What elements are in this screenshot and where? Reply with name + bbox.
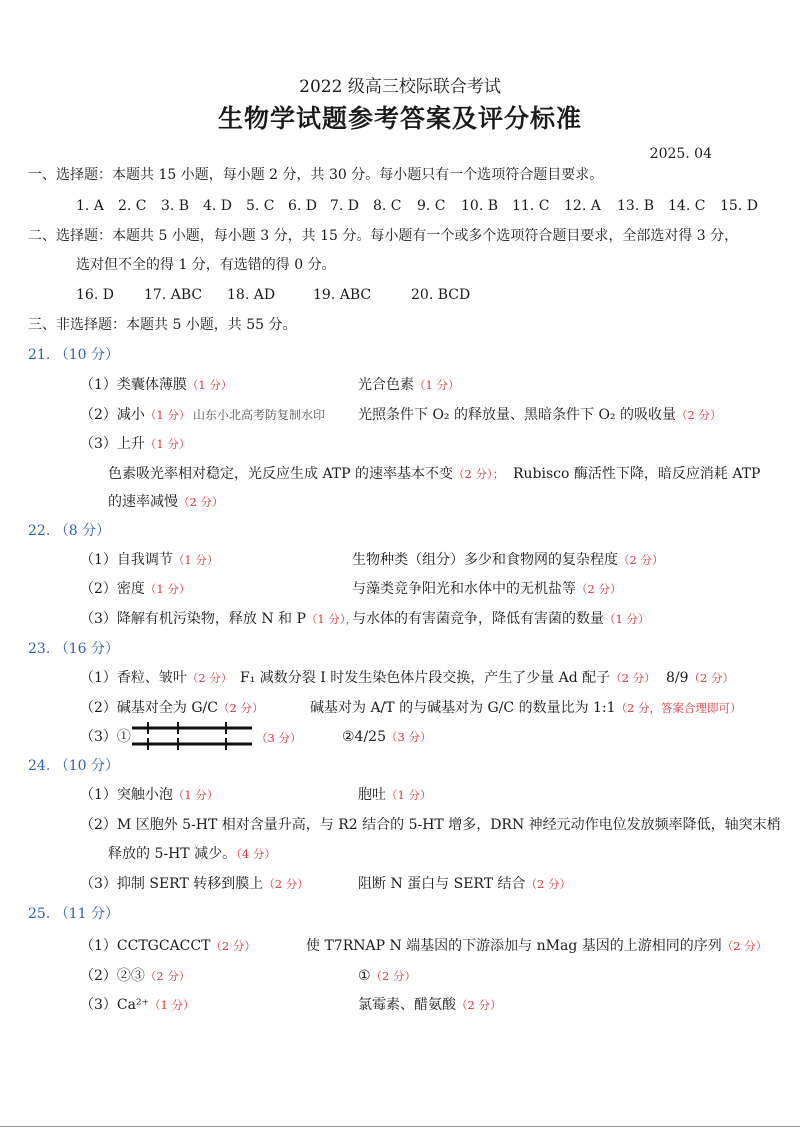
answer-item: 5. C: [246, 198, 275, 214]
q25-line2b: [358, 967, 416, 985]
answer-text: （2）②③: [80, 968, 145, 984]
q23-line1b: [240, 669, 656, 687]
q21-label: 21. （10 分）: [28, 347, 119, 363]
q21-line1a: [80, 376, 232, 394]
answer-text: （1）CCTGCACCT: [80, 938, 211, 954]
answer-text: 释放的 5-HT 减少。: [108, 846, 237, 862]
q21-line2a: [80, 406, 190, 424]
chromosome-diagram: [128, 718, 256, 754]
section2-heading-cont: 选对但不全的得 1 分，有选错的得 0 分。: [76, 257, 336, 273]
q21-line2b: [358, 406, 721, 424]
answer-item: 10. B: [461, 198, 499, 214]
score-note: （1 分），: [305, 612, 358, 626]
page-title: 生物学试题参考答案及评分标准: [217, 104, 582, 133]
score-note: （2 分）: [186, 671, 233, 685]
answer-item: 4. D: [203, 198, 233, 214]
q23-line2a: [80, 699, 263, 717]
score-note: （3 分）: [386, 730, 432, 744]
q23-line2b: [310, 699, 742, 717]
answer-text: ②4/25: [342, 729, 386, 745]
section1-heading: 一、选择题：本题共 15 小题，每小题 2 分，共 30 分。每小题只有一个选项符合题目要求。: [28, 167, 604, 183]
q21-line3: [80, 435, 190, 453]
answer-item: 2. C: [118, 198, 147, 214]
q22-line3a: [80, 610, 357, 628]
score-note: （1 分）: [144, 582, 191, 596]
answer-item: 9. C: [417, 198, 446, 214]
score-note: （2 分）: [688, 671, 735, 685]
answer-item: 17. ABC: [144, 287, 203, 303]
section2-heading: 二、选择题：本题共 5 小题，每小题 3 分，共 15 分。每小题有一个或多个选项符合题目要求，全部选对得 3 分，: [28, 228, 739, 244]
score-note: （1 分）: [386, 788, 432, 802]
q25-line3a: [80, 996, 194, 1014]
answer-text: 8/9: [666, 670, 689, 686]
q24-line2: （2）M 区胞外 5-HT 相对含量升高，与 R2 结合的 5-HT 增多，DRN 神经元动作电位发放频率降低，轴突末梢: [80, 817, 781, 833]
q22-label: 22. （8 分）: [28, 523, 111, 539]
answer-item: 16. D: [76, 287, 114, 303]
answer-text: （2）碱基对全为 G/C: [80, 700, 218, 716]
q25-line2a: [80, 967, 190, 985]
score-note: （2 分）: [721, 939, 768, 953]
q21-line5: [108, 493, 223, 511]
watermark-text: 山东小北高考防复制水印: [193, 408, 326, 422]
answer-item: 11. C: [512, 198, 550, 214]
answer-item: 6. D: [288, 198, 318, 214]
score-note: （1 分）: [148, 998, 195, 1012]
score-note: （2 分）: [210, 939, 256, 953]
score-note: （2 分）: [675, 408, 722, 422]
answer-item: 20. BCD: [411, 287, 471, 303]
exam-name: 2022 级高三校际联合考试: [299, 77, 501, 97]
answer-text: （1）自我调节: [80, 552, 173, 568]
answer-text: （2）密度: [80, 581, 145, 597]
score-note: （2 分）: [525, 877, 571, 891]
score-note: （2 分，答案合理即可）: [615, 701, 742, 715]
answer-text: 生物种类（组分）多少和食物网的复杂程度: [352, 552, 618, 568]
answer-item: 18. AD: [227, 287, 276, 303]
exam-date: 2025. 04: [649, 146, 712, 162]
answer-text: 色素吸光率相对稳定，光反应生成 ATP 的速率基本不变: [108, 466, 454, 482]
score-note: （2 分）: [217, 701, 264, 715]
answer-text: 光照条件下 O₂ 的释放量、黑暗条件下 O₂ 的吸收量: [358, 407, 676, 423]
score-note: （3 分）: [256, 731, 302, 745]
answer-item: 13. B: [617, 198, 655, 214]
answer-text: （2）减小: [80, 407, 145, 423]
score-note: （2 分）: [144, 969, 191, 983]
q24-line3: [108, 845, 276, 863]
answer-text: 碱基对为 A/T 的与碱基对为 G/C 的数量比为 1:1: [310, 700, 616, 716]
answer-text: 的速率减慢: [108, 494, 178, 510]
answer-item: 19. ABC: [313, 287, 372, 303]
answer-text: （3）抑制 SERT 转移到膜上: [80, 876, 264, 892]
q21-line1b: [358, 376, 459, 394]
q25-line1b: [306, 937, 767, 955]
score-note: （1 分）: [414, 378, 460, 392]
q23-line1a: [80, 669, 232, 687]
answer-text: （3）上升: [80, 436, 145, 452]
q24-label: 24. （10 分）: [28, 758, 119, 774]
score-note: （1 分）: [172, 553, 219, 567]
score-note: （2 分）: [370, 969, 417, 983]
answer-text: 胞吐: [358, 787, 386, 803]
answer-text: 氯霉素、醋氨酸: [358, 997, 456, 1013]
q25-label: 25. （11 分）: [28, 906, 119, 922]
q23-line3b: [342, 728, 431, 746]
answer-text: ①: [358, 968, 371, 984]
score-note: （1 分）: [604, 612, 650, 626]
q22-line1a: [80, 551, 218, 569]
q21-line4: [108, 465, 504, 483]
answer-text: （1）突触小泡: [80, 787, 173, 803]
score-note: （2 分）: [178, 495, 224, 509]
section3-heading: 三、非选择题：本题共 5 小题，共 55 分。: [28, 317, 297, 333]
score-note: （2 分）；: [453, 467, 505, 481]
q22-line2b: [352, 580, 621, 598]
answer-item: 7. D: [330, 198, 360, 214]
q23-line1c: [666, 669, 734, 687]
answer-text: 使 T7RNAP N 端基因的下游添加与 nMag 基因的上游相同的序列: [306, 938, 722, 954]
score-note: （2 分）: [576, 582, 622, 596]
score-note: （1 分）: [172, 788, 219, 802]
page-bottom-edge: [0, 1126, 800, 1127]
q22-line3b: [352, 610, 649, 628]
answer-text: （1）类囊体薄膜: [80, 377, 187, 393]
score-note: （1 分）: [144, 408, 191, 422]
score-note: （2 分）: [618, 553, 664, 567]
answer-text: 与水体的有害菌竞争，降低有害菌的数量: [352, 611, 604, 627]
answer-item: 3. B: [161, 198, 190, 214]
score-note: （2 分）: [610, 671, 656, 685]
answer-text: （3）Ca²⁺: [80, 997, 149, 1013]
answer-item: 8. C: [373, 198, 402, 214]
q24-line4b: [358, 875, 571, 893]
q25-line3b: [358, 996, 501, 1014]
answer-text: （3）降解有机污染物，释放 N 和 P: [80, 611, 306, 627]
q21-line4b: Rubisco 酶活性下降，暗反应消耗 ATP: [513, 466, 761, 482]
answer-item: 1. A: [76, 198, 104, 214]
q23-label: 23. （16 分）: [28, 641, 119, 657]
q23-line3a-label: （3）①: [80, 729, 131, 745]
score-note: （4 分）: [236, 847, 276, 861]
q24-line1a: [80, 786, 218, 804]
answer-text: 阻断 N 蛋白与 SERT 结合: [358, 876, 526, 892]
q24-line1b: [358, 786, 431, 804]
score-note: （1 分）: [186, 378, 233, 392]
score-note: （2 分）: [456, 998, 502, 1012]
q25-line1a: [80, 937, 256, 955]
q22-line1b: [352, 551, 663, 569]
answer-item: 15. D: [720, 198, 758, 214]
answer-text: 光合色素: [358, 377, 414, 393]
answer-text: （1）香粒、皱叶: [80, 670, 187, 686]
answer-text: F₁ 减数分裂 I 时发生染色体片段交换，产生了少量 Ad 配子: [240, 670, 611, 686]
answer-item: 12. A: [564, 198, 601, 214]
score-note: （2 分）: [263, 877, 309, 891]
score-note: （1 分）: [144, 437, 191, 451]
answer-item: 14. C: [668, 198, 706, 214]
answer-text: 与藻类竞争阳光和水体中的无机盐等: [352, 581, 576, 597]
q22-line2a: [80, 580, 190, 598]
q24-line4a: [80, 875, 309, 893]
